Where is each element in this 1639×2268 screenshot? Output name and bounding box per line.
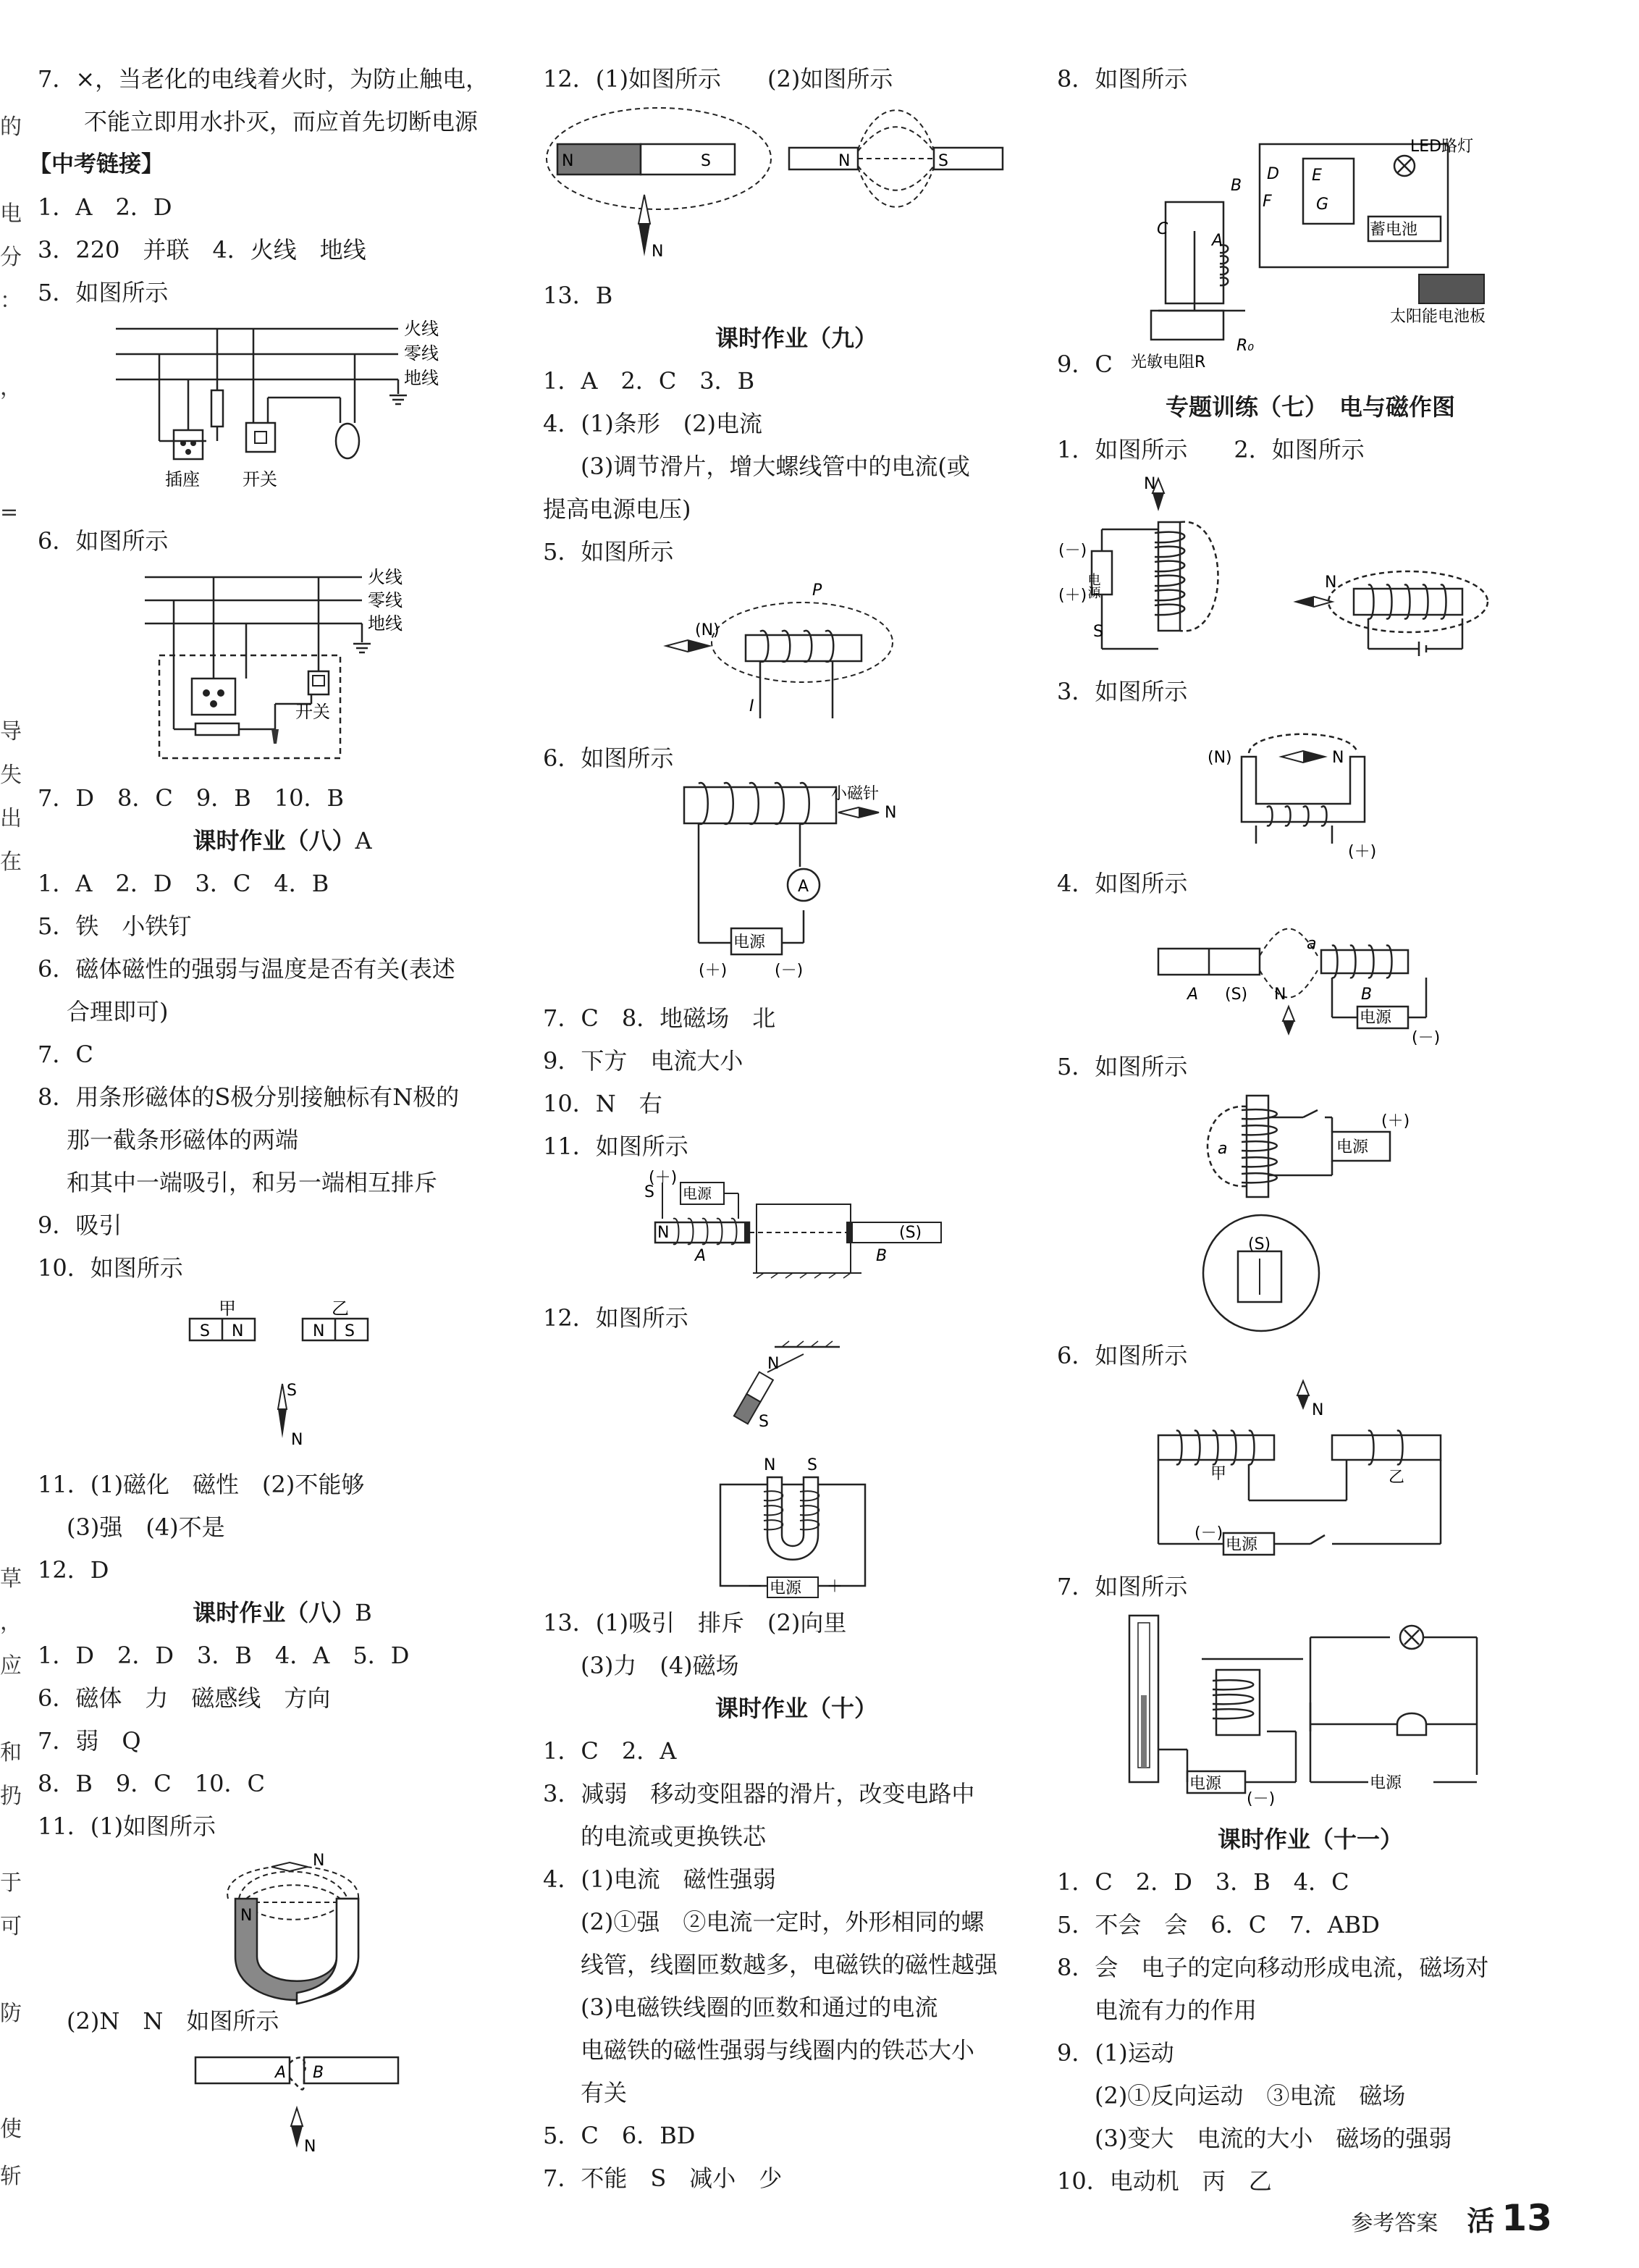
label-solar: 太阳能电池板 [1390, 308, 1486, 326]
label-n: N [240, 1907, 253, 1925]
figure-household-circuit-1 [29, 314, 536, 520]
answer-line-cont: 电流有力的作用 [1095, 1996, 1257, 2024]
answer-line: 10．N 右 [543, 1090, 662, 1117]
answer-line-cont: 电磁铁的磁性强弱与线圈内的铁芯大小 [581, 2036, 975, 2064]
label-source: 电源 [733, 933, 766, 952]
edge-char: 和 [0, 1740, 22, 1765]
label-n: (N) [1208, 749, 1232, 767]
label-huoxian: 火线 [368, 567, 403, 587]
figure-two-solenoids [1057, 1377, 1564, 1566]
label-a-small: a [1307, 935, 1317, 953]
label-d: D [1267, 165, 1279, 183]
minus-sign: － [747, 1578, 764, 1596]
figure-solenoid-p [543, 574, 1050, 737]
label-n: N [838, 152, 851, 170]
label-i: I [749, 697, 754, 715]
answer-line: 9．(1)运动 [1057, 2039, 1174, 2067]
label-huoxian: 火线 [404, 319, 439, 339]
answer-line: 8．会 电子的定向移动形成电流，磁场对 [1057, 1954, 1489, 1981]
edge-char: ， [0, 1610, 22, 1635]
label-n: N [1144, 475, 1156, 493]
answer-line-cont: 的电流或更换铁芯 [581, 1823, 767, 1850]
answer-line-cont: (3)电磁铁线圈的匝数和通过的电流 [581, 1994, 938, 2021]
label-minus: (－) [1412, 1029, 1441, 1047]
answer-line: 8．B 9．C 10．C [38, 1770, 265, 1797]
section-title-11: 课时作业（十一） [1217, 1826, 1403, 1853]
answer-line: 7．如图所示 [1057, 1573, 1188, 1600]
figure-thermostat-relay [1057, 1608, 1564, 1818]
answer-line-cont: 线管，线圈匝数越多，电磁铁的磁性越强 [581, 1951, 998, 1978]
label-n: N [764, 1456, 776, 1474]
label-jia: 甲 [1210, 1465, 1227, 1483]
answer-line: 1．A 2．D [38, 193, 172, 221]
label-a: A [275, 2064, 287, 2082]
section-title-9: 课时作业（九） [715, 324, 877, 352]
edge-char: 防 [0, 2001, 22, 2026]
figure-u-core-solenoid [1057, 713, 1564, 862]
label-socket: 插座 [165, 469, 200, 490]
column-3 [1057, 58, 1564, 2203]
label-s: S [759, 1413, 769, 1431]
answer-line-cont: (3)力 (4)磁场 [581, 1652, 739, 1679]
label-yi: 乙 [332, 1298, 349, 1319]
answer-line-cont: (2)N N 如图所示 [67, 2007, 279, 2035]
answer-line: 12．D [38, 1556, 109, 1584]
answer-line: 10．如图所示 [38, 1254, 183, 1282]
edge-char: 扔 [0, 1784, 22, 1809]
label-n: N [885, 804, 897, 822]
label-a: A [695, 1247, 707, 1265]
answer-line: 11．如图所示 [543, 1133, 688, 1160]
label-g: G [1316, 196, 1329, 214]
answer-line-cont: 合理即可) [67, 998, 169, 1025]
edge-char: 于 [0, 1870, 22, 1896]
figure-u-magnet [29, 1848, 536, 2000]
answer-line: 5．C 6．BD [543, 2122, 696, 2149]
section-title-10: 课时作业（十） [715, 1694, 877, 1722]
section-title-special-7: 专题训练（七） 电与磁作图 [1165, 393, 1455, 421]
figure-household-circuit-2 [29, 563, 536, 777]
label-s: S [1093, 623, 1103, 641]
label-n: (N) [695, 621, 720, 639]
answer-line: 6．如图所示 [38, 527, 169, 555]
label-minus: (－) [1195, 1524, 1223, 1542]
edge-char: 应 [0, 1653, 22, 1679]
edge-char: 可 [0, 1914, 22, 1939]
answer-line-cont: 有关 [581, 2079, 628, 2107]
label-jia: 甲 [219, 1298, 236, 1319]
label-switch: 开关 [295, 702, 330, 722]
label-n: N [1325, 574, 1337, 592]
label-source: 电源 [1189, 1775, 1222, 1793]
label-s: S [287, 1382, 297, 1400]
label-p: P [812, 581, 822, 600]
answer-line: 5．如图所示 [543, 538, 674, 566]
answer-line: 1．如图所示 2．如图所示 [1057, 436, 1365, 463]
answer-line: 9．吸引 [38, 1211, 122, 1239]
label-n: N [1332, 749, 1344, 767]
answer-line: 7．不能 S 减小 少 [543, 2164, 783, 2192]
label-plus: (＋) [699, 962, 728, 980]
answer-line: 1．A 2．C 3．B [543, 367, 755, 395]
answer-line-cont: (3)强 (4)不是 [67, 1513, 225, 1541]
label-s: S [807, 1456, 817, 1474]
label-a: A [1212, 232, 1223, 250]
label-n: N [1312, 1401, 1324, 1419]
answer-line: 7．C 8．地磁场 北 [543, 1004, 776, 1032]
answer-line-cont: (2)①反向运动 ③电流 磁场 [1095, 2082, 1406, 2109]
section-title-8b: 课时作业（八）B [193, 1599, 372, 1626]
answer-line: 9．C [1057, 350, 1113, 378]
answer-line: 7．C [38, 1041, 93, 1068]
label-n: N [291, 1431, 303, 1449]
answer-line: 11．(1)磁化 磁性 (2)不能够 [38, 1471, 365, 1498]
label-battery: 蓄电池 [1370, 221, 1418, 239]
answer-line: 4．如图所示 [1057, 870, 1188, 897]
edge-char: 草 [0, 1566, 22, 1592]
figure-bar-magnets [29, 1290, 536, 1463]
answer-line-cont: (3)变大 电流的大小 磁场的强弱 [1095, 2125, 1452, 2152]
label-s: S [200, 1322, 210, 1340]
label-ldr: 光敏电阻R [1131, 353, 1206, 371]
answer-line: 8．如图所示 [1057, 65, 1188, 93]
label-plus: (＋) [649, 1169, 678, 1187]
label-a: A [798, 878, 809, 896]
label-dixian: 地线 [368, 613, 403, 634]
label-b: B [1231, 177, 1242, 195]
answer-line: 3．220 并联 4．火线 地线 [38, 236, 366, 264]
label-switch: 开关 [243, 469, 277, 490]
label-s: S [701, 152, 711, 170]
label-source: 电源 [1360, 1009, 1392, 1027]
label-n: N [652, 243, 664, 261]
label-s: S [644, 1183, 654, 1201]
figure-solenoid-circuit [543, 780, 1050, 997]
label-minus: (－) [775, 962, 804, 980]
label-n: N [232, 1322, 244, 1340]
column-1 [29, 58, 536, 2159]
label-needle: 小磁针 [831, 785, 880, 803]
edge-char: ， [0, 375, 22, 400]
answer-line: 12．如图所示 [543, 1304, 688, 1332]
page-number: 13 [1501, 2197, 1552, 2239]
label-source: 电源 [1226, 1536, 1258, 1554]
label-s: (S) [1248, 1235, 1271, 1253]
label-lingxian: 零线 [368, 590, 403, 610]
label-source: 电源 [1336, 1138, 1369, 1156]
edge-char: = [0, 500, 19, 525]
edge-char: 在 [0, 849, 22, 875]
edge-char: 斩 [0, 2164, 22, 2189]
label-s: (S) [1225, 986, 1248, 1004]
answer-line: 5．如图所示 [38, 279, 169, 306]
edge-char: 使 [0, 2117, 22, 2142]
edge-char: 电 [0, 201, 22, 227]
label-s: S [345, 1322, 355, 1340]
label-b: B [1361, 986, 1373, 1004]
answer-line: 7．D 8．C 9．B 10．B [38, 784, 344, 812]
label-n: N [1274, 986, 1286, 1004]
label-lingxian: 零线 [404, 343, 439, 364]
footer-label: 参考答案 [1351, 2211, 1438, 2236]
figure-magnet-fields [543, 101, 1050, 274]
edge-char: 导 [0, 719, 22, 744]
label-led: LED路灯 [1410, 138, 1474, 156]
answer-line: 1．A 2．D 3．C 4．B [38, 870, 329, 897]
column-2 [543, 58, 1050, 2200]
answer-line: 1．C 2．D 3．B 4．C [1057, 1868, 1349, 1896]
answer-line: 5．铁 小铁钉 [38, 912, 192, 940]
edge-char: 出 [0, 806, 22, 831]
label-s: S [938, 152, 948, 170]
section-zhongkao-link: 【中考链接】 [29, 151, 164, 177]
answer-line: 6．磁体 力 磁感线 方向 [38, 1684, 331, 1712]
label-b: B [313, 2064, 324, 2082]
label-b: B [876, 1247, 888, 1265]
label-minus: (－) [1247, 1790, 1276, 1808]
answer-line: 5．不会 会 6．C 7．ABD [1057, 1911, 1380, 1939]
edge-char: ： [0, 288, 22, 314]
answer-line: 12．(1)如图所示 (2)如图所示 [543, 65, 893, 93]
answer-line: 1．D 2．D 3．B 4．A 5．D [38, 1642, 410, 1669]
answer-line: 6．如图所示 [543, 744, 674, 772]
edge-char: 分 [0, 245, 22, 270]
answer-line: 4．(1)电流 磁性强弱 [543, 1865, 776, 1893]
label-plus: (＋) [1381, 1112, 1410, 1130]
footer-brand: 活 [1467, 2205, 1495, 2237]
label-minus: (－) [1058, 542, 1087, 560]
answer-line: 8．用条形磁体的S极分别接触标有N极的 [38, 1083, 460, 1111]
answer-line: 7．弱 Q [38, 1727, 141, 1755]
answer-line: 11．(1)如图所示 [38, 1813, 216, 1840]
answer-line: 10．电动机 丙 乙 [1057, 2167, 1272, 2195]
label-n: N [304, 2138, 316, 2156]
answer-line-cont: 和其中一端吸引，和另一端相互排斥 [67, 1169, 438, 1196]
figure-electromagnet-ab [543, 1168, 1050, 1297]
figure-magnet-solenoid-b [1057, 905, 1564, 1046]
figure-solenoid-compass [1057, 1088, 1564, 1335]
figure-solenoid-1-2 [1057, 471, 1564, 671]
figure-bar-ab [29, 2043, 536, 2159]
label-source: 电源 [1085, 573, 1101, 599]
figure-u-electromagnet [543, 1340, 1050, 1602]
label-e: E [1312, 167, 1322, 185]
label-plus: (＋) [1348, 843, 1377, 861]
answer-line: 13．B [543, 282, 613, 309]
label-plus: (＋) [1058, 587, 1087, 605]
label-yi: 乙 [1389, 1469, 1405, 1487]
label-s: (S) [899, 1224, 922, 1242]
answer-line: 4．(1)条形 (2)电流 [543, 410, 763, 437]
answer-line: 1．C 2．A [543, 1737, 677, 1765]
answer-line-cont: (2)①强 ②电流一定时，外形相同的螺 [581, 1908, 985, 1936]
label-f: F [1263, 193, 1272, 211]
answer-line: 6．磁体磁性的强弱与温度是否有关(表述 [38, 955, 455, 983]
label-a-small: a [1218, 1140, 1228, 1158]
edge-char: 失 [0, 763, 22, 788]
label-r0: R₀ [1236, 337, 1255, 355]
section-title-8a: 课时作业（八）A [193, 827, 372, 854]
plus-sign: ＋ [827, 1578, 843, 1596]
label-source-2: 电源 [1370, 1774, 1402, 1792]
label-n: N [313, 1852, 325, 1870]
label-n: N [562, 152, 574, 170]
answer-7: 7．×，当老化的电线着火时，为防止触电， [38, 65, 489, 93]
answer-line: 13．(1)吸引 排斥 (2)向里 [543, 1609, 847, 1637]
answer-line: 3．减弱 移动变阻器的滑片，改变电路中 [543, 1780, 975, 1807]
label-dixian: 地线 [404, 368, 439, 388]
answer-line-cont: 那一截条形磁体的两端 [67, 1126, 299, 1154]
answer-line-cont: 提高电源电压) [543, 495, 691, 523]
label-n: N [657, 1224, 670, 1242]
label-n: N [767, 1355, 780, 1373]
edge-char: 的 [0, 114, 22, 140]
answer-line: 3．如图所示 [1057, 678, 1188, 705]
label-a: A [1187, 986, 1199, 1004]
page-footer [1351, 2197, 1552, 2239]
answer-line: 6．如图所示 [1057, 1342, 1188, 1369]
answer-7-cont: 不能立即用水扑灭，而应首先切断电源 [84, 108, 479, 135]
label-c: C [1157, 220, 1168, 238]
answer-line-cont: (3)调节滑片，增大螺线管中的电流(或 [581, 453, 970, 480]
label-n: N [313, 1322, 325, 1340]
answer-line: 9．下方 电流大小 [543, 1047, 743, 1075]
label-source: 电源 [770, 1579, 802, 1597]
answer-line: 5．如图所示 [1057, 1053, 1188, 1080]
label-source: 电源 [683, 1185, 712, 1202]
